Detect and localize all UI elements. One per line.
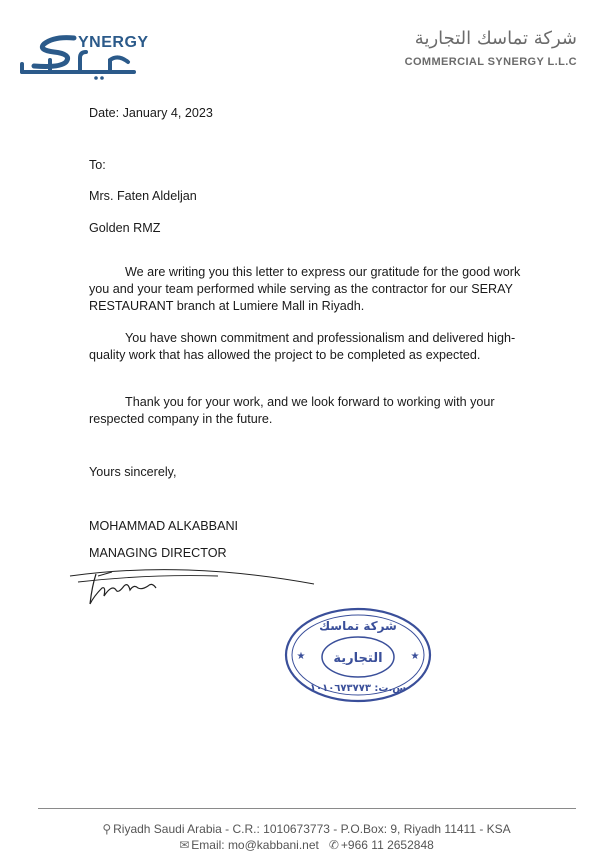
to-label: To: [89,158,106,172]
phone-icon: ✆ [328,838,339,852]
company-name-english: COMMERCIAL SYNERGY L.L.C [404,56,577,68]
paragraph-gratitude: We are writing you this letter to express our gratitude for the good work you and your team performed while serving as the contractor for our SERAY RESTAURANT branch at Lumiere Mall in Riyadh. [89,265,521,313]
footer-address: ⚲ Riyadh Saudi Arabia - C.R.: 1010673773 - P.O.Box: 9, Riyadh 11411 - KSA [102,822,511,836]
logo-wordmark: YNERGY [78,34,149,51]
closing-line: Yours sincerely, [89,465,177,479]
mail-icon: ✉ [179,838,190,852]
svg-text:التجارية: التجارية [333,651,383,666]
letter-date: Date: January 4, 2023 [89,106,213,120]
paragraph-thanks: Thank you for your work, and we look forward to working with your respected company in the future. [89,395,495,426]
footer-email: Email: mo@kabbani.net [191,838,319,852]
svg-text:★: ★ [410,651,420,662]
location-pin-icon: ⚲ [102,822,112,836]
footer-phone: +966 11 2652848 [340,838,434,852]
svg-text:★: ★ [296,651,306,662]
paragraph-commitment: You have shown commitment and professionalism and delivered high-quality work that has allowed the project to be completed as expected. [89,331,516,362]
company-logo [14,30,164,82]
svg-text:شركة تماسك: شركة تماسك [319,619,397,633]
company-name-arabic: شركة تماسك التجارية [414,28,577,49]
signer-title: MANAGING DIRECTOR [89,546,227,560]
svg-text:س.ت: ١٠١٠٦٧٣٧٧٣: س.ت: ١٠١٠٦٧٣٧٧٣ [309,683,407,694]
signer-name: MOHAMMAD ALKABBANI [89,519,239,533]
footer-divider [38,808,576,809]
company-stamp [283,605,433,705]
handwritten-signature [68,560,318,610]
recipient-name: Mrs. Faten Aldeljan [89,189,197,203]
recipient-company: Golden RMZ [89,221,161,235]
footer-contact [0,838,613,852]
